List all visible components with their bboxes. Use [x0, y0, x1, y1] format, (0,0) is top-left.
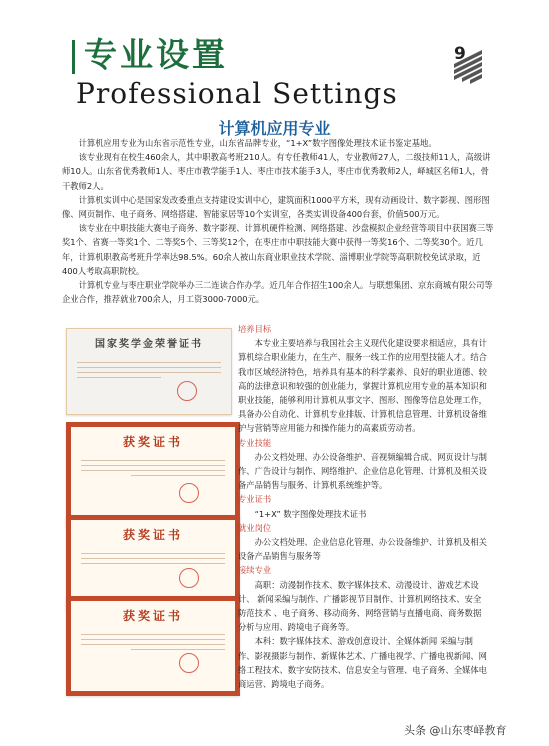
- heading-employment: 就业岗位: [238, 522, 272, 533]
- heading-certificate: 专业证书: [238, 494, 272, 505]
- certificate-image: [66, 328, 232, 415]
- watermark: 头条 @山东枣峄教育: [404, 724, 507, 737]
- seal-icon: [179, 483, 199, 503]
- intro-paragraph: 该专业现有在校生460余人，其中职教高考班210人。有专任教师41人，专业教师27人，二级技师11人，高级讲师10人。山东省优秀教师1人、枣庄市教学能手1人、枣庄市技术能手3人，枣庄市优秀教师2人，峄城区名师1人，骨干教师2人。: [62, 152, 491, 191]
- undergraduate-text: 本科：数字媒体技术、游戏创意设计、全媒体新闻 采编与制作、影视摄影与制作、新媒体艺术、广播电视学、广播电视新闻、网络工程技术、数字安防技术、信息安全与管理、电子商务、全媒体电商运营、跨境电子商务。: [238, 636, 487, 690]
- heading-continuation: 接续专业: [238, 565, 272, 576]
- page-number: 9: [454, 44, 466, 64]
- certificate-title: 国家奖学金荣誉证书: [95, 339, 203, 350]
- certificate-title: 获奖证书: [122, 435, 183, 449]
- certificate-image: [66, 596, 240, 696]
- employment-text: 办公文档处理、企业信息化管理、办公设备维护、计算机及相关设备产品销售与服务等: [238, 537, 487, 562]
- page-title-en: Professional Settings: [76, 77, 398, 110]
- seal-icon: [177, 381, 197, 401]
- intro-paragraph: 计算机应用专业为山东省示范性专业，山东省品牌专业，“1+X”数字图像处理技术证书鉴定基地。: [78, 138, 437, 148]
- seal-icon: [179, 653, 199, 673]
- section-title: 计算机应用专业: [218, 119, 331, 138]
- goal-text: 本专业主要培养与我国社会主义现代化建设要求相适应，具有计算机综合职业能力，在生产、服务一线工作的应用型技能人才。结合我市区域经济特色，培养具有基本的科学素养、良好的职业道德、较高的法律意识和较强的创业能力，掌握计算机应用专业的基本知识和职业技能，能够利用计算机从事文字、图形、图像等信息处理工作，具备办公自动化、计算机专业排版、计算机信息管理、计算机设备维护与营销等应用能力和操作能力的高素质劳动者。: [238, 338, 487, 434]
- intro-paragraph: 该专业在中职技能大赛电子商务、数字影视、计算机硬件检测、网络搭建、沙盘模拟企业经营等项目中获国赛三等奖1个、省赛一等奖1个、二等奖5个、三等奖12个，在枣庄市中职技能大赛中获得一等奖16个、二等奖30个。近几年，计算机职教高考班升学率达98.5%。60余人被山东商业职业技术学院、淄博职业学院等高职院校免试录取，近400人考取高职院校。: [62, 223, 494, 276]
- skills-text: 办公文档处理、办公设备维护、音视频编辑合成、网页设计与制作、广告设计与制作、网络维护、企业信息化管理、计算机及相关设备产品销售与服务、计算机系统维护等。: [238, 451, 487, 491]
- higher-vocational-text: 高职：动漫制作技术、数字媒体技术、动漫设计、游戏艺术设计、 新闻采编与制作、广播影视节目制作、计算机网络技术、安全防范技术 、电子商务、移动商务、网络营销与直播电商、商务数据分析与应用、跨境电子商务等。: [238, 579, 482, 633]
- intro-text: [62, 136, 494, 306]
- certificate-title: 获奖证书: [122, 609, 183, 623]
- page-title-cn: 专业设置: [84, 35, 228, 74]
- certificate-text: “1+X” 数字图像处理技术证书: [254, 508, 367, 519]
- intro-paragraph: 计算机专业与枣庄职业学院举办三二连读合作办学。近几年合作招生100余人。与联想集团、京东商城有限公司等企业合作，推荐就业700余人，月工资3000-7000元。: [62, 280, 493, 305]
- heading-goal: 培养目标: [238, 324, 272, 334]
- seal-icon: [179, 568, 199, 588]
- program-details: [238, 322, 488, 691]
- certificate-title: 获奖证书: [122, 528, 183, 542]
- certificate-image: [66, 422, 240, 528]
- heading-skills: 专业技能: [238, 437, 272, 448]
- intro-paragraph: 计算机实训中心是国家发改委重点支持建设实训中心，建筑面积1000平方米，现有动画设计、数字影视、图形图像、网页制作、电子商务、网络搭建、智能家居等10个实训室，各类实训设备400台套，价值500万元。: [62, 194, 490, 220]
- title-accent-bar: [72, 40, 75, 74]
